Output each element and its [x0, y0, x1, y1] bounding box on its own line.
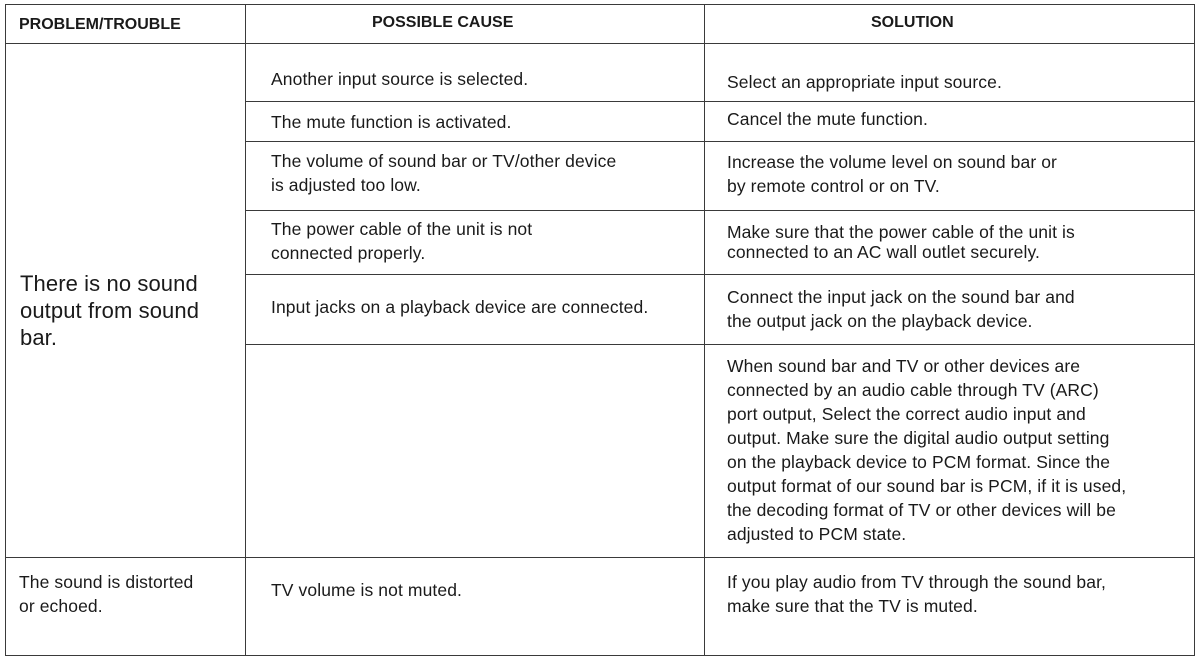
solution-volume — [727, 150, 1057, 198]
problem-line: output from sound — [20, 298, 200, 323]
rule — [1194, 4, 1195, 656]
rule — [5, 43, 1195, 44]
cause-input-jacks — [271, 295, 648, 319]
rule — [245, 4, 246, 656]
solution-line: make sure that the TV is muted. — [727, 596, 978, 616]
problem-line: There is no sound — [20, 271, 198, 296]
rule — [5, 655, 1195, 656]
solution-line: by remote control or on TV. — [727, 176, 940, 196]
header-solution: SOLUTION — [871, 14, 954, 31]
solution-line: connected by an audio cable through TV (ARC) — [727, 380, 1099, 400]
cause-line: TV volume is not muted. — [271, 580, 462, 600]
cause-line: Another input source is selected. — [271, 69, 529, 89]
rule — [246, 274, 1195, 275]
solution-tv-muted — [727, 570, 1106, 618]
rule — [704, 4, 705, 656]
header-cause: POSSIBLE CAUSE — [372, 14, 514, 31]
cause-tv-volume — [271, 578, 462, 602]
solution-power-cable — [727, 222, 1075, 262]
rule — [246, 141, 1195, 142]
solution-line: If you play audio from TV through the sound bar, — [727, 572, 1107, 592]
solution-line: Cancel the mute function. — [727, 109, 928, 129]
solution-line: Make sure that the power cable of the unit is — [727, 222, 1075, 242]
solution-line: output. Make sure the digital audio output setting — [727, 428, 1110, 448]
solution-line: the output jack on the playback device. — [727, 311, 1033, 331]
solution-input-source — [727, 70, 1002, 94]
cause-line: is adjusted too low. — [271, 175, 421, 195]
solution-line: Connect the input jack on the sound bar and — [727, 287, 1075, 307]
solution-line: Select an appropriate input source. — [727, 72, 1002, 92]
cause-line: The volume of sound bar or TV/other device — [271, 151, 617, 171]
cause-line: Input jacks on a playback device are connected. — [271, 297, 649, 317]
cause-line: connected properly. — [271, 243, 426, 263]
rule — [246, 344, 1195, 345]
cause-mute — [271, 110, 511, 134]
problem-line: bar. — [20, 325, 58, 350]
solution-line: When sound bar and TV or other devices are — [727, 356, 1081, 376]
rule — [5, 4, 1195, 5]
solution-line: on the playback device to PCM format. Since the — [727, 452, 1111, 472]
problem-line: or echoed. — [19, 596, 103, 616]
solution-line: port output, Select the correct audio input and — [727, 404, 1086, 424]
solution-line: connected to an AC wall outlet securely. — [727, 242, 1041, 262]
solution-line: the decoding format of TV or other devices will be — [727, 500, 1116, 520]
cause-volume — [271, 149, 616, 197]
solution-audio-cable — [727, 354, 1126, 546]
solution-line: Increase the volume level on sound bar or — [727, 152, 1057, 172]
cause-line: The power cable of the unit is not — [271, 219, 533, 239]
rule — [5, 557, 1195, 558]
cause-power-cable — [271, 217, 532, 265]
cause-input-source — [271, 67, 528, 91]
problem-no-sound — [20, 270, 199, 351]
rule — [246, 210, 1195, 211]
rule — [5, 4, 6, 656]
solution-input-jacks — [727, 285, 1075, 333]
problem-line: The sound is distorted — [19, 572, 194, 592]
header-problem: PROBLEM/TROUBLE — [19, 16, 181, 33]
rule — [246, 101, 1195, 102]
cause-line: The mute function is activated. — [271, 112, 512, 132]
problem-distorted — [19, 570, 193, 618]
solution-line: output format of our sound bar is PCM, if it is used, — [727, 476, 1127, 496]
solution-line: adjusted to PCM state. — [727, 524, 907, 544]
solution-mute — [727, 107, 928, 131]
